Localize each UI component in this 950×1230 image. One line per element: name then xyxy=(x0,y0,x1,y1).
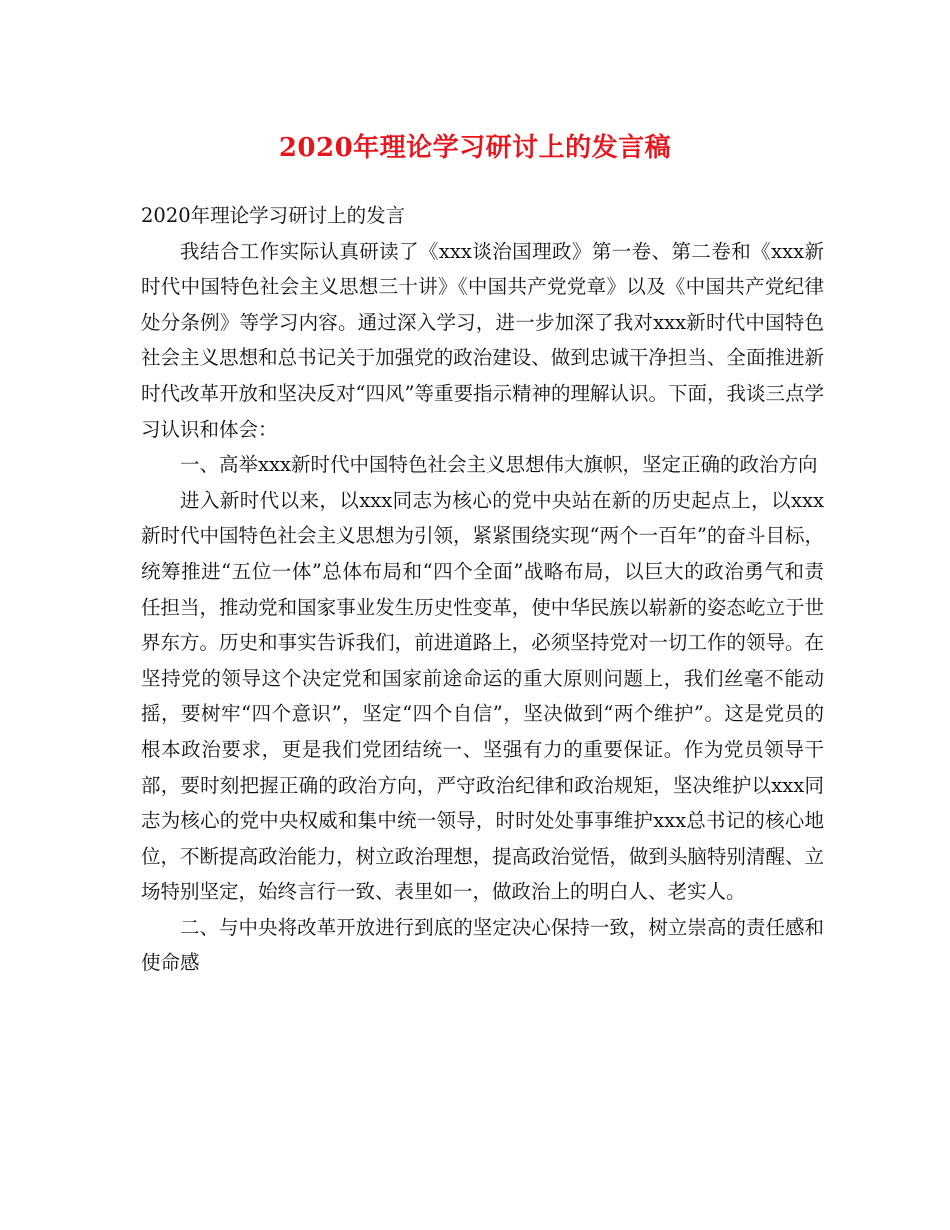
section-heading-2: 二、与中央将改革开放进行到底的坚定决心保持一致，树立崇高的责任感和使命感 xyxy=(141,915,824,975)
document-title: 2020年理论学习研讨上的发言稿 xyxy=(278,133,672,163)
document-body xyxy=(141,198,824,981)
intro-paragraph: 我结合工作实际认真研读了《xxx谈治国理政》第一卷、第二卷和《xxx新时代中国特色社会主义思想三十讲》《中国共产党党章》以及《中国共产党纪律处分条例》等学习内容。通过深入学习，进一步加深了我对xxx新时代中国特色社会主义思想和总书记关于加强党的政治建设、做到忠诚干净担当、全面推进新时代改革开放和坚决反对“四风”等重要指示精神的理解认识。下面，我谈三点学习认识和体会： xyxy=(141,239,824,441)
section-paragraph-1: 进入新时代以来，以xxx同志为核心的党中央站在新的历史起点上，以xxx新时代中国特色社会主义思想为引领，紧紧围绕实现“两个一百年”的奋斗目标，统筹推进“五位一体”总体布局和“四个全面”战略布局，以巨大的政治勇气和责任担当，推动党和国家事业发生历史性变革，使中华民族以崭新的姿态屹立于世界东方。历史和事实告诉我们，前进道路上，必须坚持党对一切工作的领导。在坚持党的领导这个决定党和国家前途命运的重大原则问题上，我们丝毫不能动摇，要树牢“四个意识”，坚定“四个自信”，坚决做到“两个维护”。这是党员的根本政治要求，更是我们党团结统一、坚强有力的重要保证。作为党员领导干部，要时刻把握正确的政治方向，严守政治纪律和政治规矩，坚决维护以xxx同志为核心的党中央权威和集中统一领导，时时处处事事维护xxx总书记的核心地位，不断提高政治能力，树立政治理想，提高政治觉悟，做到头脑特别清醒、立场特别坚定，始终言行一致、表里如一，做政治上的明白人、老实人。 xyxy=(141,488,824,904)
section-heading-1: 一、高举xxx新时代中国特色社会主义思想伟大旗帜，坚定正确的政治方向 xyxy=(180,453,818,477)
document-subtitle: 2020年理论学习研讨上的发言 xyxy=(141,204,406,227)
